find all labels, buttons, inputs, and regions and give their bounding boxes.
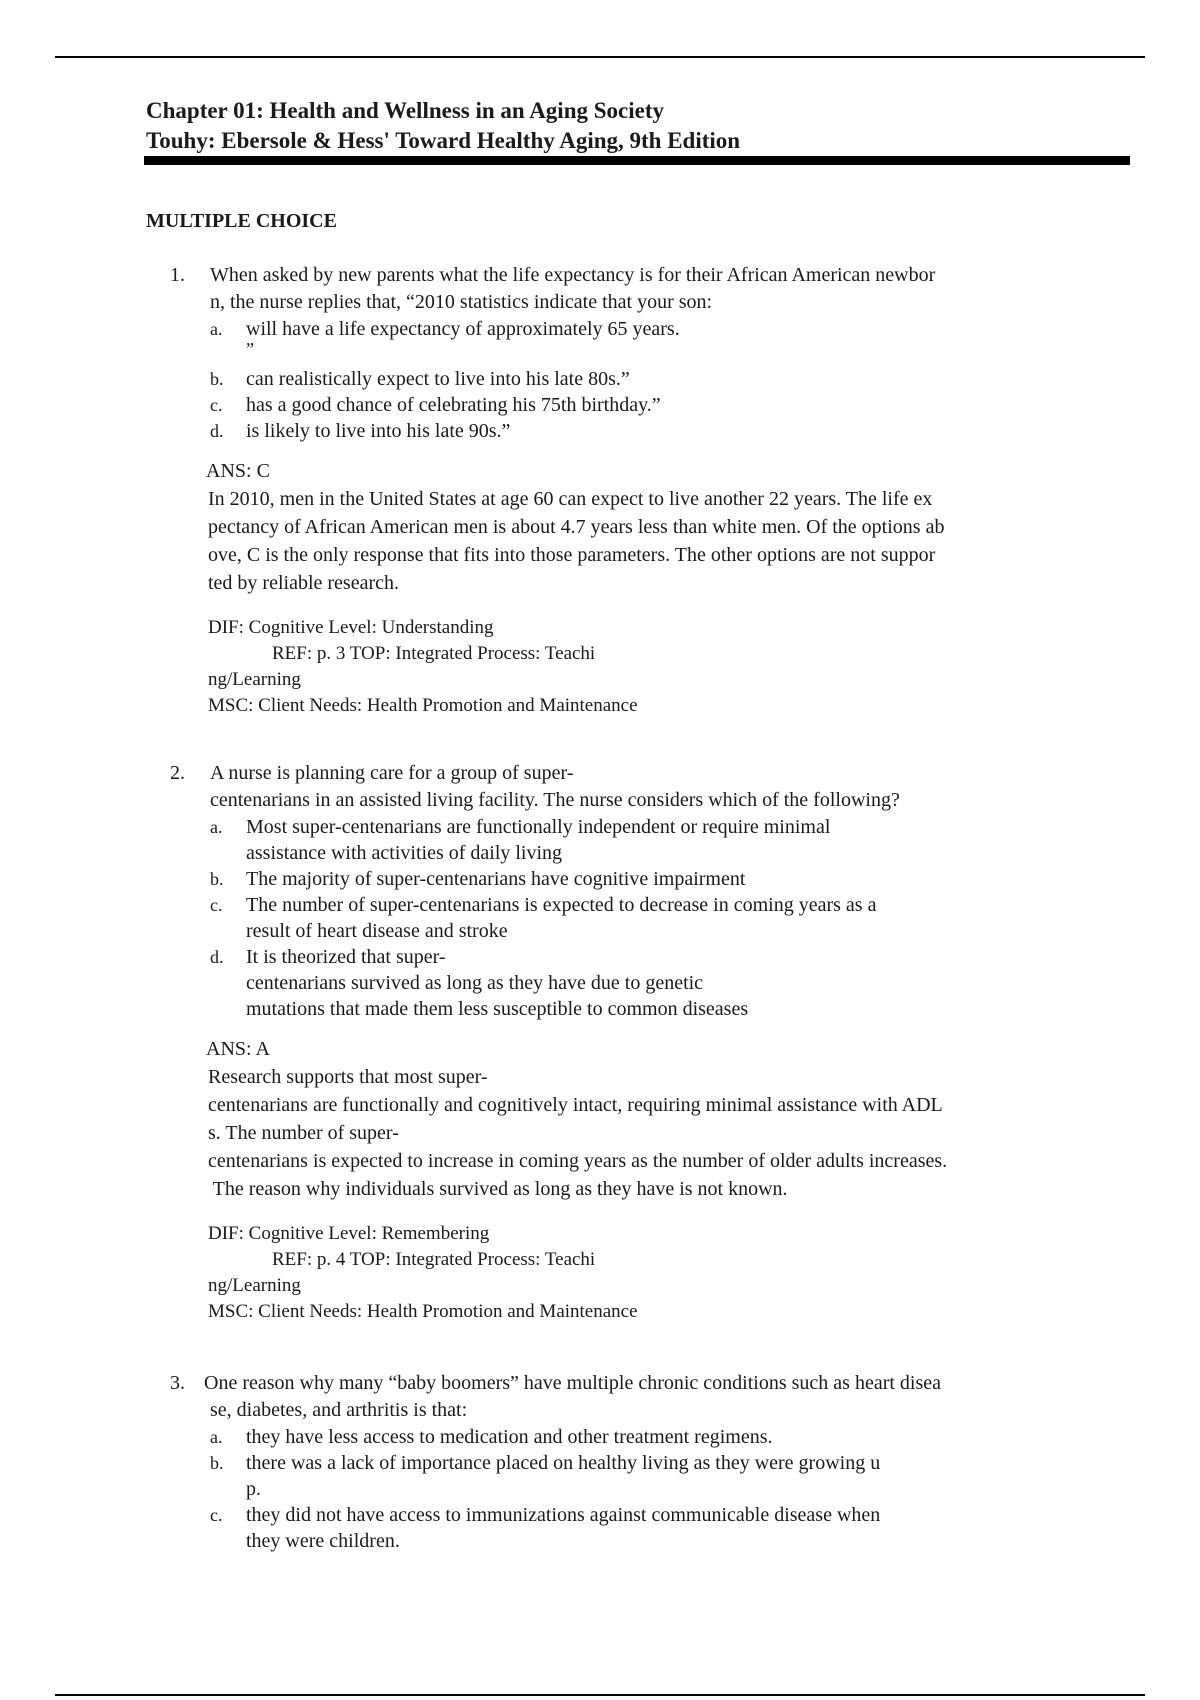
option-text: result of heart disease and stroke [246,920,508,942]
reference-continuation: ng/Learning [208,1275,301,1296]
option-d [170,418,1130,444]
question-1 [170,262,1130,719]
rationale-line: ove, C is the only response that fits into those parameters. The other options are not suppor [208,544,936,566]
question-stem [170,1370,1130,1424]
option-d [170,944,1130,1022]
rationale-line: centenarians is expected to increase in coming years as the number of older adults increases. [208,1150,948,1172]
stem-line: centenarians in an assisted living facility. The nurse considers which of the following? [210,789,900,811]
book-title: Touhy: Ebersole & Hess' Toward Healthy Aging, 9th Edition [146,128,741,153]
document-header [146,96,1130,156]
option-text: there was a lack of importance placed on healthy living as they were growing u [246,1452,881,1474]
stem-line: A nurse is planning care for a group of super- [210,762,574,784]
reference-continuation: ng/Learning [208,669,301,690]
options-list [170,1424,1130,1554]
option-text: mutations that made them less susceptible to common diseases [246,998,749,1020]
option-a [170,814,1130,866]
question-3 [170,1370,1130,1554]
chapter-title: Chapter 01: Health and Wellness in an Aging Society [146,98,664,123]
rationale-line: In 2010, men in the United States at age 60 can expect to live another 22 years. The life ex [208,488,933,510]
rationale [170,1063,1130,1203]
rationale-line: ted by reliable research. [208,572,400,594]
option-text: is likely to live into his late 90s.” [246,420,511,442]
header-bar [144,156,1130,165]
question-2 [170,760,1130,1325]
option-text: It is theorized that super- [246,946,446,968]
option-text: assistance with activities of daily living [246,842,563,864]
stem-line: One reason why many “baby boomers” have multiple chronic conditions such as heart disea [204,1372,942,1394]
option-text: can realistically expect to live into his late 80s.” [246,368,630,390]
option-letter: b. [210,869,224,889]
option-b [170,1450,1130,1502]
stem-line: se, diabetes, and arthritis is that: [210,1399,468,1421]
option-c [170,892,1130,944]
option-a [170,316,1130,342]
options-list [170,316,1130,444]
option-text: has a good chance of celebrating his 75th birthday.” [246,394,661,416]
stem-line: When asked by new parents what the life expectancy is for their African American newbor [210,264,936,286]
option-c [170,392,1130,418]
option-text: centenarians survived as long as they have due to genetic [246,972,704,994]
question-number: 1. [170,264,185,286]
option-letter: a. [210,1427,223,1447]
option-letter: c. [210,1505,223,1525]
rationale [170,485,1130,597]
option-letter: d. [210,947,224,967]
section-title: MULTIPLE CHOICE [146,210,337,232]
client-needs: MSC: Client Needs: Health Promotion and Maintenance [208,1301,638,1322]
stem-line: n, the nurse replies that, “2010 statistics indicate that your son: [210,291,713,313]
option-letter: d. [210,421,224,441]
question-stem [170,760,1130,814]
question-metadata [170,1221,1130,1325]
question-number: 2. [170,762,185,784]
reference: REF: p. 3 TOP: Integrated Process: Teachi [272,643,596,664]
option-text: they have less access to medication and other treatment regimens. [246,1426,773,1448]
option-text: they were children. [246,1530,400,1552]
question-metadata [170,615,1130,719]
question-stem [170,262,1130,316]
client-needs: MSC: Client Needs: Health Promotion and Maintenance [208,695,638,716]
option-letter: a. [210,817,223,837]
option-text: The number of super-centenarians is expected to decrease in coming years as a [246,894,877,916]
reference: REF: p. 4 TOP: Integrated Process: Teachi [272,1249,596,1270]
difficulty: DIF: Cognitive Level: Remembering [208,1223,490,1244]
option-letter: b. [210,369,224,389]
rationale-line: s. The number of super- [208,1122,399,1144]
option-letter: c. [210,895,223,915]
rationale-line: pectancy of African American men is about 4.7 years less than white men. Of the options ab [208,516,945,538]
option-letter: c. [210,395,223,415]
answer: ANS: A [206,1038,270,1060]
options-list [170,814,1130,1022]
difficulty: DIF: Cognitive Level: Understanding [208,617,494,638]
question-number: 3. [170,1372,185,1394]
option-text: they did not have access to immunizations against communicable disease when [246,1504,881,1526]
option-a-continuation: ” [246,339,254,359]
option-c [170,1502,1130,1554]
bottom-rule [55,1694,1145,1696]
rationale-line: Research supports that most super- [208,1066,488,1088]
option-b [170,866,1130,892]
option-letter: a. [210,319,223,339]
option-text: will have a life expectancy of approximately 65 years. [246,318,680,340]
rationale-line: The reason why individuals survived as long as they have is not known. [208,1178,788,1200]
option-text: p. [246,1478,261,1500]
top-rule [55,56,1145,58]
option-a [170,1424,1130,1450]
option-text: The majority of super-centenarians have cognitive impairment [246,868,746,890]
rationale-line: centenarians are functionally and cognitively intact, requiring minimal assistance with ADL [208,1094,943,1116]
option-b [170,366,1130,392]
option-letter: b. [210,1453,224,1473]
option-text: Most super-centenarians are functionally independent or require minimal [246,816,831,838]
answer: ANS: C [206,460,270,482]
